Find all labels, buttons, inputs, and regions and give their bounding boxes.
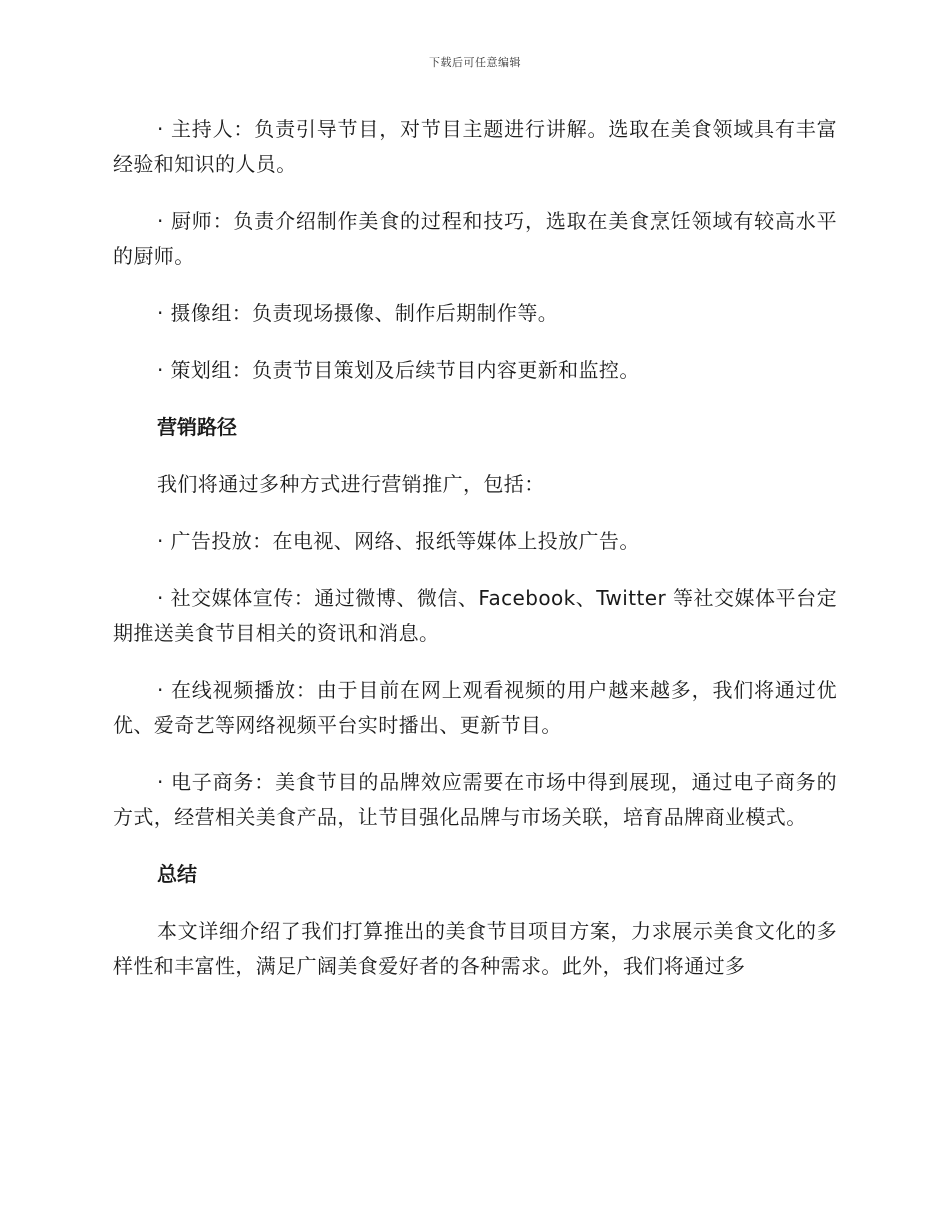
paragraph-chef: · 厨师：负责介绍制作美食的过程和技巧，选取在美食烹饪领域有较高水平的厨师。: [113, 209, 837, 268]
section-heading-summary: 总结: [157, 862, 197, 886]
paragraph-advertising: · 广告投放：在电视、网络、报纸等媒体上投放广告。: [157, 529, 640, 553]
paragraph-camera-team: · 摄像组：负责现场摄像、制作后期制作等。: [157, 301, 559, 325]
paragraph-ecommerce: · 电子商务：美食节目的品牌效应需要在市场中得到展现，通过电子商务的方式，经营相关美食产品，让节目强化品牌与市场关联，培育品牌商业模式。: [113, 770, 837, 829]
document-body: [113, 112, 837, 1006]
section-heading-marketing: 营销路径: [157, 415, 237, 439]
paragraph-marketing-intro: 我们将通过多种方式进行营销推广，包括：: [157, 472, 545, 496]
paragraph-social-media: · 社交媒体宣传：通过微博、微信、Facebook、Twitter 等社交媒体平台定期推送美食节目相关的资讯和消息。: [113, 586, 837, 645]
paragraph-host: · 主持人：负责引导节目，对节目主题进行讲解。选取在美食领域具有丰富经验和知识的人员。: [113, 117, 837, 176]
paragraph-summary: 本文详细介绍了我们打算推出的美食节目项目方案，力求展示美食文化的多样性和丰富性，满足广阔美食爱好者的各种需求。此外，我们将通过多: [113, 919, 837, 978]
paragraph-planning-team: · 策划组：负责节目策划及后续节目内容更新和监控。: [157, 358, 640, 382]
paragraph-online-video: · 在线视频播放：由于目前在网上观看视频的用户越来越多，我们将通过优优、爱奇艺等网络视频平台实时播出、更新节目。: [113, 678, 837, 737]
page-header: 下载后可任意编辑: [429, 56, 521, 69]
